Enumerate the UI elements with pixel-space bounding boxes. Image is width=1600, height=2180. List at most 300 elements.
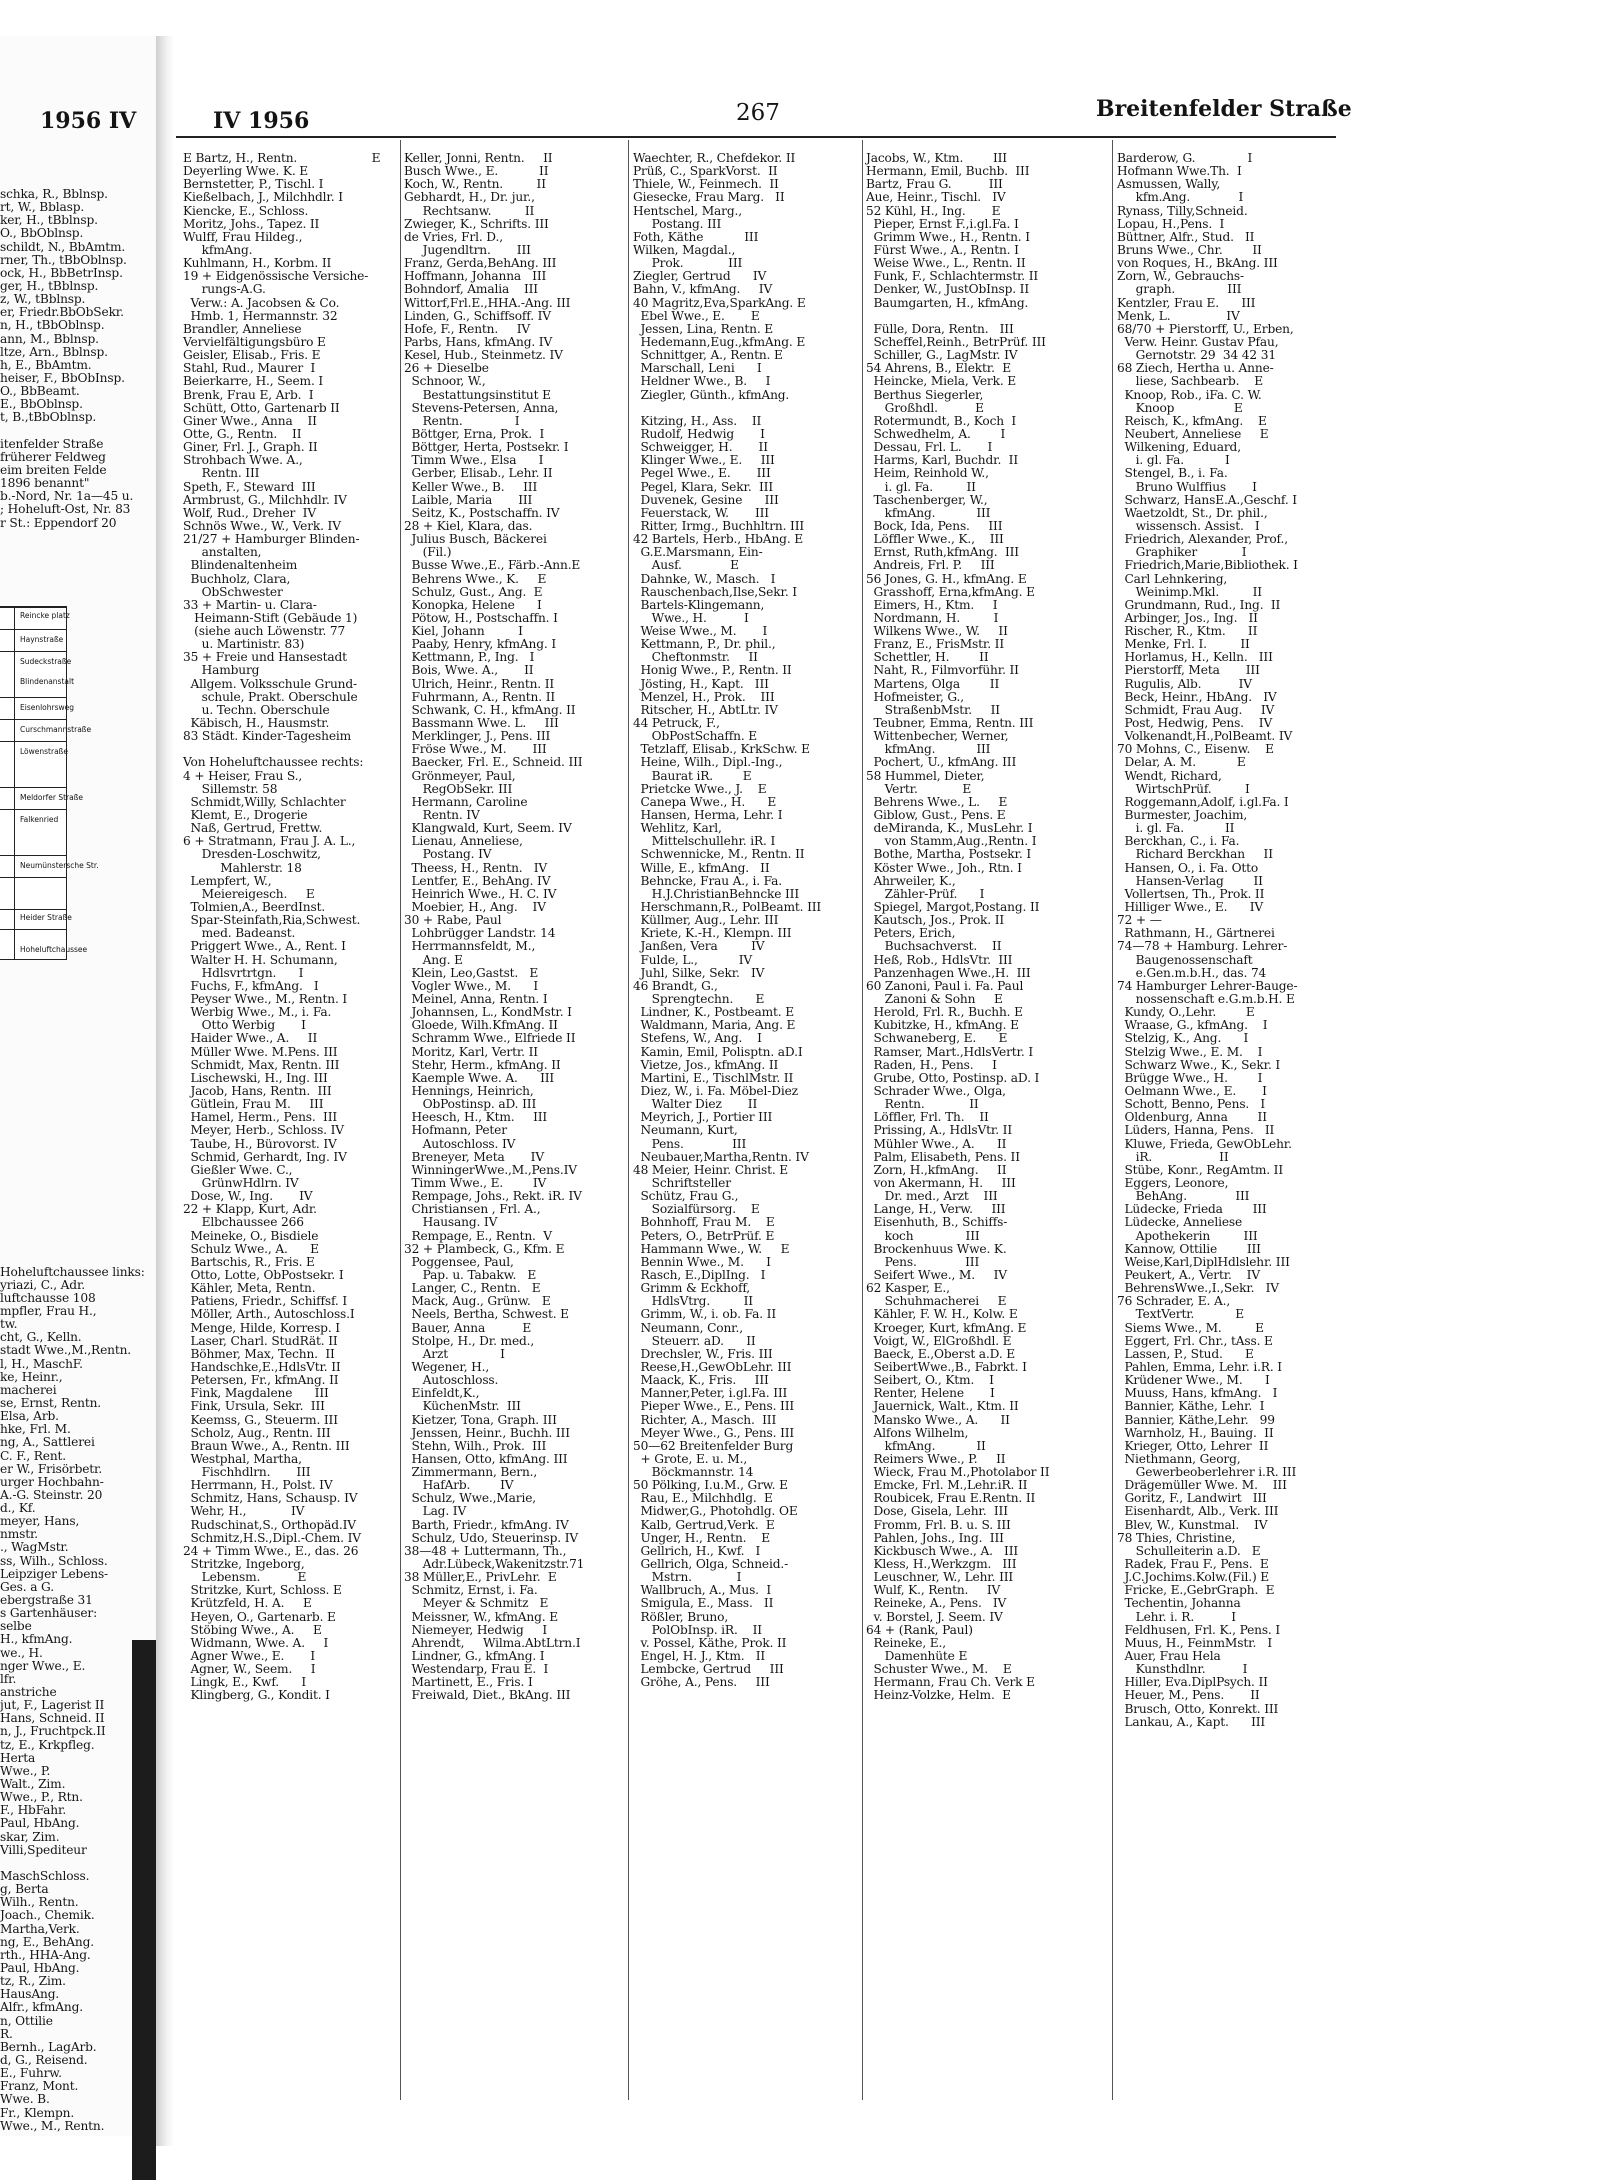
directory-entry: Ahrweiler, K., [866, 873, 956, 888]
directory-entry: 6 + Stratmann, Frau J. A. L., [183, 834, 356, 849]
directory-entry: Cheftonmstr. II [633, 650, 758, 665]
directory-entry: PolObInsp. iR. II [633, 1622, 762, 1637]
directory-column-2 [404, 152, 626, 1703]
directory-entry: (siehe auch Löwenstr. 77 [183, 624, 346, 639]
street-map [0, 606, 99, 960]
directory-column-4 [866, 152, 1110, 1703]
directory-entry: Westphal, Martha, [183, 1451, 302, 1466]
directory-entry: Stelzig Wwe., E. M. I [1117, 1044, 1263, 1059]
directory-entry: Unger, H., Rentn. E [633, 1530, 771, 1545]
directory-entry: i. gl. Fa. II [1117, 821, 1235, 836]
directory-entry: kfmAng. II [866, 1438, 986, 1453]
directory-entry [0, 1252, 152, 1265]
directory-entry: Schuhmacherei E [866, 1294, 1007, 1309]
directory-entry: Techentin, Johanna [1117, 1596, 1241, 1611]
directory-entry: Kietzer, Tona, Graph. III [404, 1412, 557, 1427]
directory-entry: Giner Wwe., Anna II [183, 413, 317, 428]
directory-entry: Meissner, W., kfmAng. E [404, 1609, 558, 1624]
map-label: Meldorfer Straße [20, 793, 84, 802]
directory-entry: Timm Wwe., E. IV [404, 1175, 547, 1190]
directory-entry: Seibert, O., Ktm. I [866, 1373, 994, 1388]
directory-entry: Prietcke Wwe., J. E [633, 781, 767, 796]
directory-entry: Waechter, R., Chefdekor. II [633, 151, 796, 165]
directory-entry: Grimm & Eckhoff, [633, 1281, 750, 1296]
directory-entry: tz, R., Zim. [0, 1974, 66, 1989]
previous-page-text [0, 188, 152, 2133]
directory-entry: Lindner, G., kfmAng. I [404, 1649, 545, 1664]
directory-entry: ObPostSchaffn. E [633, 729, 758, 744]
directory-entry: Neubauer,Martha,Rentn. IV [633, 1149, 809, 1164]
directory-entry: Rempage, Johs., Rekt. iR. IV [404, 1189, 582, 1204]
directory-entry: Timm Wwe., Elsa I [404, 453, 544, 468]
directory-entry: MaschSchloss. [0, 1869, 90, 1883]
directory-entry: Schwaneberg, E. E [866, 1031, 1008, 1046]
directory-entry [0, 1213, 152, 1226]
directory-entry: ann, M., Bblnsp. [0, 331, 99, 346]
directory-entry: nossenschaft e.G.m.b.H. E [1117, 992, 1295, 1006]
directory-entry: Sozialfürsorg. E [633, 1202, 760, 1217]
directory-entry: Hoffmann, Johanna III [404, 269, 547, 284]
directory-entry: Naß, Gertrud, Frettw. [183, 821, 323, 836]
directory-entry: Heim, Reinhold W., [866, 466, 989, 481]
directory-entry: Zanoni & Sohn E [866, 992, 1003, 1006]
directory-entry: yriazi, C., Adr. [0, 1277, 86, 1292]
directory-entry: Hentschel, Marg., [633, 203, 742, 218]
directory-entry: Schnös Wwe., W., Verk. IV [183, 518, 341, 533]
directory-entry [0, 1121, 152, 1134]
directory-entry: 50—62 Breitenfelder Burg [633, 1438, 794, 1453]
directory-entry: Schmidt, Frau Aug. IV [1117, 702, 1275, 717]
directory-entry: Reimers Wwe., P. II [866, 1451, 1006, 1466]
directory-entry: Oldenburg, Anna II [1117, 1110, 1267, 1125]
directory-entry: Grönmeyer, Paul, [404, 768, 516, 783]
directory-entry [0, 1200, 152, 1213]
directory-entry: F., HbFahr. [0, 1803, 67, 1818]
directory-entry: Walt., Zim. [0, 1777, 66, 1792]
directory-entry: Armbrust, G., Milchhdlr. IV [183, 492, 347, 507]
directory-entry: Taschenberger, W., [866, 492, 988, 507]
directory-entry: Reineke, E., [866, 1635, 946, 1650]
directory-entry: Graphiker I [1117, 545, 1247, 560]
directory-entry: liese, Sachbearb. E [1117, 374, 1264, 389]
directory-entry: Bahn, V., kfmAng. IV [633, 282, 773, 297]
directory-entry: hke, Frl. M. [0, 1422, 71, 1437]
directory-entry: ss, Wilh., Schloss. [0, 1553, 108, 1568]
directory-entry: Löffler Wwe., K., III [866, 532, 1004, 547]
directory-entry [0, 963, 152, 976]
directory-entry: Meinel, Anna, Rentn. I [404, 992, 548, 1006]
directory-entry: Jessen, Lina, Rentn. E [633, 321, 774, 336]
directory-entry: SeibertWwe.,B., Fabrkt. I [866, 1359, 1027, 1374]
directory-entry [0, 1147, 152, 1160]
directory-entry: Teubner, Emma, Rentn. III [866, 716, 1034, 731]
directory-entry: Wegener, H., [404, 1359, 490, 1374]
directory-entry: e.Gen.m.b.H., das. 74 [1117, 965, 1267, 980]
directory-entry: Martinett, E., Fris. I [404, 1675, 533, 1690]
directory-entry: Radek, Frau F., Pens. E [1117, 1557, 1269, 1572]
directory-entry: Dr. med., Arzt III [866, 1189, 998, 1204]
directory-entry: Fromm, Frl. B. u. S. III [866, 1517, 1011, 1532]
directory-entry: StraßenbMstr. II [866, 702, 1000, 717]
directory-entry: 62 Kasper, E., [866, 1281, 950, 1296]
directory-entry: Wehr, H., IV [183, 1504, 305, 1519]
directory-entry: Walter Diez II [633, 1097, 758, 1112]
directory-entry: Juhl, Silke, Sekr. IV [633, 965, 765, 980]
directory-entry: Auer, Frau Hela [1117, 1649, 1221, 1664]
directory-entry: Pötow, H., Postschaffn. I [404, 610, 558, 625]
directory-entry: Lopau, H.,Pens. I [1117, 216, 1225, 231]
directory-entry: Wwe., H. I [633, 610, 749, 625]
directory-entry: Brusch, Otto, Konrekt. III [1117, 1701, 1279, 1716]
directory-entry: Meyrich, J., Portier III [633, 1110, 773, 1125]
directory-entry: Herrmannsfeldt, M., [404, 939, 536, 954]
directory-entry: Autoschloss. [404, 1373, 499, 1388]
directory-entry: Bartels-Klingemann, [633, 597, 765, 612]
directory-entry: Lange, H., Verw. III [866, 1202, 1006, 1217]
directory-entry: Grimm, W., i. ob. Fa. II [633, 1307, 776, 1322]
directory-entry: Stöbing Wwe., A. E [183, 1622, 322, 1637]
directory-entry: 54 Ahrens, B., Elektr. E [866, 361, 1012, 376]
directory-entry: Hansen-Verlag II [1117, 873, 1263, 888]
directory-entry [0, 1174, 152, 1187]
directory-entry: Neumann, Kurt, [633, 1123, 738, 1138]
directory-entry: Warnholz, H., Bauing. II [1117, 1425, 1274, 1440]
directory-entry: Einfeldt,K., [404, 1386, 480, 1401]
directory-entry: Stengel, B., i. Fa. [1117, 466, 1228, 481]
directory-entry: Schulz, Gust., Ang. E [404, 584, 543, 599]
directory-entry: Peukert, A., Vertr. IV [1117, 1267, 1260, 1282]
directory-entry: Ausf. E [633, 558, 739, 573]
directory-entry: Lindner, K., Postbeamt. E [633, 1005, 794, 1020]
directory-entry: Kubitzke, H., kfmAng. E [866, 1018, 1019, 1033]
directory-entry: Reineke, A., Pens. IV [866, 1596, 1007, 1611]
directory-entry [0, 990, 152, 1003]
directory-entry: Keller, Jonni, Rentn. II [404, 151, 553, 165]
directory-entry [0, 976, 152, 989]
directory-entry: Laser, Charl. StudRät. II [183, 1333, 338, 1348]
map-label: Haynstraße [20, 635, 64, 644]
directory-entry: Niemeyer, Hedwig I [404, 1622, 547, 1637]
directory-entry: iR. II [1117, 1149, 1229, 1164]
directory-entry: Burmester, Joachim, [1117, 808, 1248, 823]
directory-entry: Spar-Steinfath,Ria,Schwest. [183, 913, 361, 928]
directory-entry: Strohbach Wwe. A., [183, 453, 303, 468]
directory-entry: Gellrich, H., Kwf. I [633, 1543, 761, 1558]
directory-entry: ng, A., Sattlerei [0, 1435, 95, 1450]
directory-entry: Wittenbecher, Werner, [866, 729, 1009, 744]
directory-entry: Stübe, Konr., RegAmtm. II [1117, 1162, 1284, 1177]
directory-entry: Giesecke, Frau Marg. II [633, 190, 785, 205]
directory-entry [0, 1082, 152, 1095]
map-label: Curschmannstraße [20, 725, 92, 734]
directory-entry: Ulrich, Heinr., Rentn. II [404, 676, 555, 691]
directory-entry: t, B.,tBbOblnsp. [0, 410, 97, 425]
directory-entry: v. Possel, Käthe, Prok. II [633, 1635, 787, 1650]
directory-entry: Parbs, Hans, kfmAng. IV [404, 334, 553, 349]
directory-entry: Heine, Wilh., Dipl.-Ing., [633, 755, 783, 770]
directory-entry: Rau, E., Milchhdlg. E [633, 1491, 773, 1506]
directory-entry: Schwank, C. H., kfmAng. II [404, 702, 576, 717]
directory-entry: Bannier, Käthe,Lehr. 99 [1117, 1412, 1275, 1427]
directory-entry: Wille, E., kfmAng. II [633, 860, 770, 875]
directory-entry: Otte, G., Rentn. II [183, 426, 302, 441]
directory-entry: Jacobs, W., Ktm. III [866, 151, 1007, 165]
directory-entry: Prüß, C., SparkVorst. II [633, 164, 778, 179]
directory-entry: Heuer, M., Pens. II [1117, 1688, 1260, 1703]
directory-entry: Christiansen , Frl. A., [404, 1202, 541, 1217]
directory-entry: Mühler Wwe., A. II [866, 1136, 1007, 1151]
directory-entry: Pahlen, Johs., Ing. III [866, 1530, 1004, 1545]
directory-entry: Schrader Wwe., Olga, [866, 1083, 1006, 1098]
directory-entry: Andreis, Frl. P. III [866, 558, 995, 573]
directory-entry: Baugenossenschaft [1117, 952, 1253, 967]
directory-entry: Wwe., P. [0, 1763, 51, 1778]
directory-entry [0, 1160, 152, 1173]
directory-entry: selbe [0, 1619, 32, 1634]
directory-entry: Wwe., M., Rentn. [0, 2118, 105, 2133]
directory-entry: Stelzig, K., Ang. I [1117, 1031, 1249, 1046]
directory-entry: Mittelschullehr. iR. I [633, 834, 776, 849]
directory-entry: Weise Wwe., M. I [633, 624, 768, 639]
directory-entry: Pap. u. Tabakw. E [404, 1267, 537, 1282]
directory-entry: Horlamus, H., Kelln. III [1117, 650, 1273, 665]
directory-entry: Zähler-Prüf. I [866, 886, 985, 901]
directory-entry: Hamel, Herm., Pens. III [183, 1110, 338, 1125]
directory-entry: Heyen, O., Gartenarb. E [183, 1609, 336, 1624]
directory-entry: Kuhlmann, H., Korbm. II [183, 256, 332, 271]
directory-entry: Schweigger, H. II [633, 440, 768, 455]
directory-entry: Zorn, H.,kfmAng. II [866, 1162, 1007, 1177]
directory-entry: Tolmien,A., BeerdInst. [183, 900, 326, 915]
directory-entry: Leuschner, W., Lehr. III [866, 1570, 1014, 1585]
directory-entry: Zwieger, K., Schrifts. III [404, 216, 549, 231]
directory-entry: Thiele, W., Feinmech. II [633, 177, 779, 192]
directory-entry: Bennin Wwe., M. I [633, 1254, 771, 1269]
directory-entry: 72 + — [1117, 913, 1162, 928]
directory-entry: Marschall, Leni I [633, 361, 762, 376]
directory-entry: Krieger, Otto, Lehrer II [1117, 1438, 1269, 1453]
directory-entry: Hofe, F., Rentn. IV [404, 321, 531, 336]
directory-entry: Blev, W., Kunstmal. IV [1117, 1517, 1268, 1532]
directory-entry: HafArb. IV [404, 1478, 514, 1493]
directory-entry [0, 582, 152, 595]
directory-entry: Schwennicke, M., Rentn. II [633, 847, 805, 862]
directory-entry: Stritzke, Kurt, Schloss. E [183, 1583, 342, 1598]
directory-entry: Fr., Klempn. [0, 2105, 75, 2120]
directory-entry: KüchenMstr. III [404, 1399, 521, 1414]
directory-entry: Friedrich, Alexander, Prof., [1117, 532, 1288, 547]
directory-entry [0, 1003, 152, 1016]
directory-entry: Rechtsanw. II [404, 203, 535, 218]
directory-entry: Fuchs, F., kfmAng. I [183, 978, 319, 993]
directory-entry [0, 1029, 152, 1042]
directory-entry: Bohndorf, Amalia III [404, 282, 538, 297]
directory-entry: Herold, Frl. R., Buchh. E [866, 1005, 1023, 1020]
directory-entry: Schulz, Udo, Steuerinsp. IV [404, 1530, 579, 1545]
directory-entry: Menke, Frl. I. II [1117, 637, 1250, 652]
directory-entry: z, W., tBblnsp. [0, 292, 86, 307]
directory-entry: Kentzler, Frau E. III [1117, 295, 1256, 310]
directory-entry: Meyer & Schmitz E [404, 1596, 549, 1611]
map-label: Sudeckstraße [20, 657, 72, 666]
directory-entry: Kähler, F. W. H., Kolw. E [866, 1307, 1018, 1322]
directory-entry: Sprengtechn. E [633, 992, 765, 1006]
directory-entry: Käbisch, H., Hausmstr. [183, 716, 330, 731]
directory-entry [0, 569, 152, 582]
directory-entry: Knoop E [1117, 400, 1243, 415]
directory-entry: Mack, Aug., Grünw. E [404, 1294, 551, 1309]
directory-entry: 33 + Martin- u. Clara- [183, 597, 317, 612]
directory-entry: tz, E., Krkpfleg. [0, 1737, 95, 1752]
directory-entry: 60 Zanoni, Paul i. Fa. Paul [866, 978, 1024, 993]
directory-column-1 [183, 152, 397, 1703]
directory-entry: Rempage, E., Rentn. V [404, 1228, 552, 1243]
directory-entry [0, 1187, 152, 1200]
directory-entry: Rudolf, Hedwig I [633, 426, 765, 441]
directory-entry: Paaby, Henry, kfmAng. I [404, 637, 556, 652]
directory-entry: Böhmer, Max, Techn. II [183, 1346, 335, 1361]
directory-entry: er, Friedr.BbObSekr. [0, 305, 124, 320]
directory-entry: Martens, Olga II [866, 676, 1000, 691]
directory-entry: itenfelder Straße [0, 436, 104, 451]
directory-entry: Küllmer, Aug., Lehr. III [633, 913, 779, 928]
directory-entry: A.-G. Steinstr. 20 [0, 1487, 103, 1502]
directory-entry: Ziegler, Gertrud IV [633, 269, 767, 284]
directory-entry: Eimers, H., Ktm. I [866, 597, 998, 612]
directory-entry: Julius Busch, Bäckerei [404, 532, 547, 547]
directory-entry: Muus, H., FeinmMstr. I [1117, 1635, 1273, 1650]
directory-entry: Hermann, Frau Ch. Verk E [866, 1675, 1035, 1690]
directory-entry: Haider Wwe., A. II [183, 1031, 318, 1046]
directory-entry: Paul, HbAng. [0, 1960, 80, 1975]
directory-entry: Bannier, Käthe, Lehr. I [1117, 1399, 1265, 1414]
map-label: Eisenlohrsweg [20, 703, 75, 712]
directory-entry: Stehr, Herm., kfmAng. II [404, 1057, 561, 1072]
directory-entry: Diez, W., i. Fa. Möbel-Diez [633, 1083, 798, 1098]
directory-entry: Buchholz, Clara, [183, 571, 291, 586]
directory-entry: Busse Wwe.,E., Färb.-Ann.E [404, 558, 581, 573]
directory-entry: Deyerling Wwe. K. E [183, 164, 309, 179]
directory-entry: Kannow, Ottilie III [1117, 1241, 1261, 1256]
directory-entry: Damenhüte E [866, 1649, 968, 1664]
directory-entry: Schulz Wwe., A. E [183, 1241, 319, 1256]
directory-entry: Herta [0, 1750, 36, 1765]
directory-entry: we., H. [0, 1645, 43, 1660]
directory-entry: Pegel, Klara, Sekr. III [633, 479, 773, 494]
directory-entry: ObPostinsp. aD. III [404, 1097, 537, 1112]
directory-entry: Wwe. B. [0, 2092, 50, 2107]
directory-entry: Apothekerin III [1117, 1228, 1258, 1243]
directory-entry: O., BbBeamt. [0, 384, 80, 399]
directory-entry: Moritz, Karl, Vertr. II [404, 1044, 538, 1059]
directory-entry: Scholz, Aug., Rentn. III [183, 1425, 331, 1440]
directory-entry: Carl Lehnkering, [1117, 571, 1228, 586]
directory-entry: Rynass, Tilly,Schneid. [1117, 203, 1248, 218]
directory-entry: Bruno Wulffius I [1117, 479, 1257, 494]
directory-entry: Ang. E [404, 952, 463, 967]
directory-entry: Schwedhelm, A. I [866, 426, 1006, 441]
directory-entry: Richard Berckhan II [1117, 847, 1273, 862]
directory-entry: 22 + Klapp, Kurt, Adr. [183, 1202, 317, 1217]
directory-entry: Möller, Arth., Autoschloss.I [183, 1307, 355, 1322]
directory-entry: Meiereigesch. E [183, 886, 315, 901]
directory-entry: HausAng. [0, 1987, 60, 2002]
directory-entry: Gewerbeoberlehrer i.R. III [1117, 1465, 1297, 1480]
directory-entry: jut, F., Lagerist II [0, 1698, 105, 1713]
directory-entry: Ritscher, H., AbtLtr. IV [633, 702, 778, 717]
directory-entry: Kaemple Wwe. A. III [404, 1070, 555, 1085]
directory-entry: Heincke, Miela, Verk. E [866, 374, 1017, 389]
directory-entry: Lankau, A., Kapt. III [1117, 1714, 1266, 1729]
directory-entry: Brockenhuus Wwe. K. [866, 1241, 1007, 1256]
directory-entry: urger Hochbahn- [0, 1474, 104, 1489]
directory-entry: Hans, Schneid. II [0, 1711, 105, 1726]
directory-entry: Grundmann, Rud., Ing. II [1117, 597, 1281, 612]
directory-entry: E., Fuhrw. [0, 2066, 62, 2081]
directory-entry: kfmAng. [183, 242, 253, 257]
directory-entry: Bartz, Frau G. III [866, 177, 1003, 192]
directory-entry: Kriete, K.-H., Klempn. III [633, 926, 792, 941]
directory-entry: schka, R., Bblnsp. [0, 188, 108, 201]
directory-entry: Schuster Wwe., M. E [866, 1662, 1012, 1677]
directory-entry: Lassen, P., Stud. E [1117, 1346, 1254, 1361]
directory-entry: Braun Wwe., A., Rentn. III [183, 1438, 350, 1453]
directory-entry: Rentn. I [404, 413, 520, 428]
column-divider [628, 140, 629, 2100]
directory-entry: Wolf, Rud., Dreher IV [183, 505, 316, 520]
map-label: Heider Straße [20, 913, 72, 922]
directory-entry: Heß, Rob., HdlsVtr. III [866, 952, 1013, 967]
directory-entry: Mahlerstr. 18 [183, 860, 302, 875]
directory-entry: Agner, W., Seem. I [183, 1662, 316, 1677]
directory-entry: Heimann-Stift (Gebäude 1) [183, 610, 358, 625]
directory-entry: Fuhrmann, A., Rentn. II [404, 689, 556, 704]
directory-entry: Seifert Wwe., M. IV [866, 1267, 1007, 1282]
map-label: Reincke platz [20, 611, 70, 620]
directory-entry: Weise Wwe., L., Rentn. II [866, 256, 1026, 271]
directory-entry: g, Berta [0, 1882, 49, 1897]
directory-entry: Schmitz, Ernst, i. Fa. [404, 1583, 538, 1598]
directory-entry: 28 + Kiel, Klara, das. [404, 518, 533, 533]
directory-entry: Dessau, Frl. L. I [866, 440, 993, 455]
directory-entry: Rudschinat,S., Orthopäd.IV [183, 1517, 356, 1532]
directory-entry: HdlsVtrg. II [633, 1294, 753, 1309]
directory-entry: Wittorf,Frl.E.,HHA.-Ang. III [404, 295, 571, 310]
directory-entry: Stahl, Rud., Maurer I [183, 361, 316, 376]
directory-entry: Büttner, Alfr., Stud. II [1117, 229, 1255, 244]
directory-entry: Otto Werbig I [183, 1018, 306, 1033]
directory-entry: Mansko Wwe., A. II [866, 1412, 1010, 1427]
directory-entry: Scheffel,Reinh., BetrPrüf. III [866, 334, 1046, 349]
directory-entry: Arbinger, Jos., Ing. II [1117, 610, 1258, 625]
directory-entry: Kroeger, Kurt, kfmAng. E [866, 1320, 1027, 1335]
directory-entry: Schulz, Wwe.,Marie, [404, 1491, 537, 1506]
directory-entry: ger, H., tBblnsp. [0, 278, 99, 293]
directory-entry: Zimmermann, Bern., [404, 1465, 538, 1480]
directory-entry: Lebensm. E [183, 1570, 307, 1585]
directory-entry: Moebier, H., Ang. IV [404, 900, 546, 915]
directory-entry: Jösting, H., Kapt. III [633, 676, 769, 691]
directory-entry: Hennings, Heinrich, [404, 1083, 534, 1098]
directory-entry [0, 1016, 152, 1029]
directory-entry: Honig Wwe., P., Rentn. II [633, 663, 792, 678]
directory-entry: Kettmann, P., Dr. phil., [633, 637, 776, 652]
directory-entry: ebergstraße 31 [0, 1593, 93, 1608]
directory-entry: Lüdecke, Frieda III [1117, 1202, 1267, 1217]
directory-entry: Hdlsvrtrtgn. I [183, 965, 304, 980]
directory-entry: Franz, E., FrisMstr. II [866, 637, 1005, 652]
directory-entry: Wallbruch, A., Mus. I [633, 1583, 772, 1598]
